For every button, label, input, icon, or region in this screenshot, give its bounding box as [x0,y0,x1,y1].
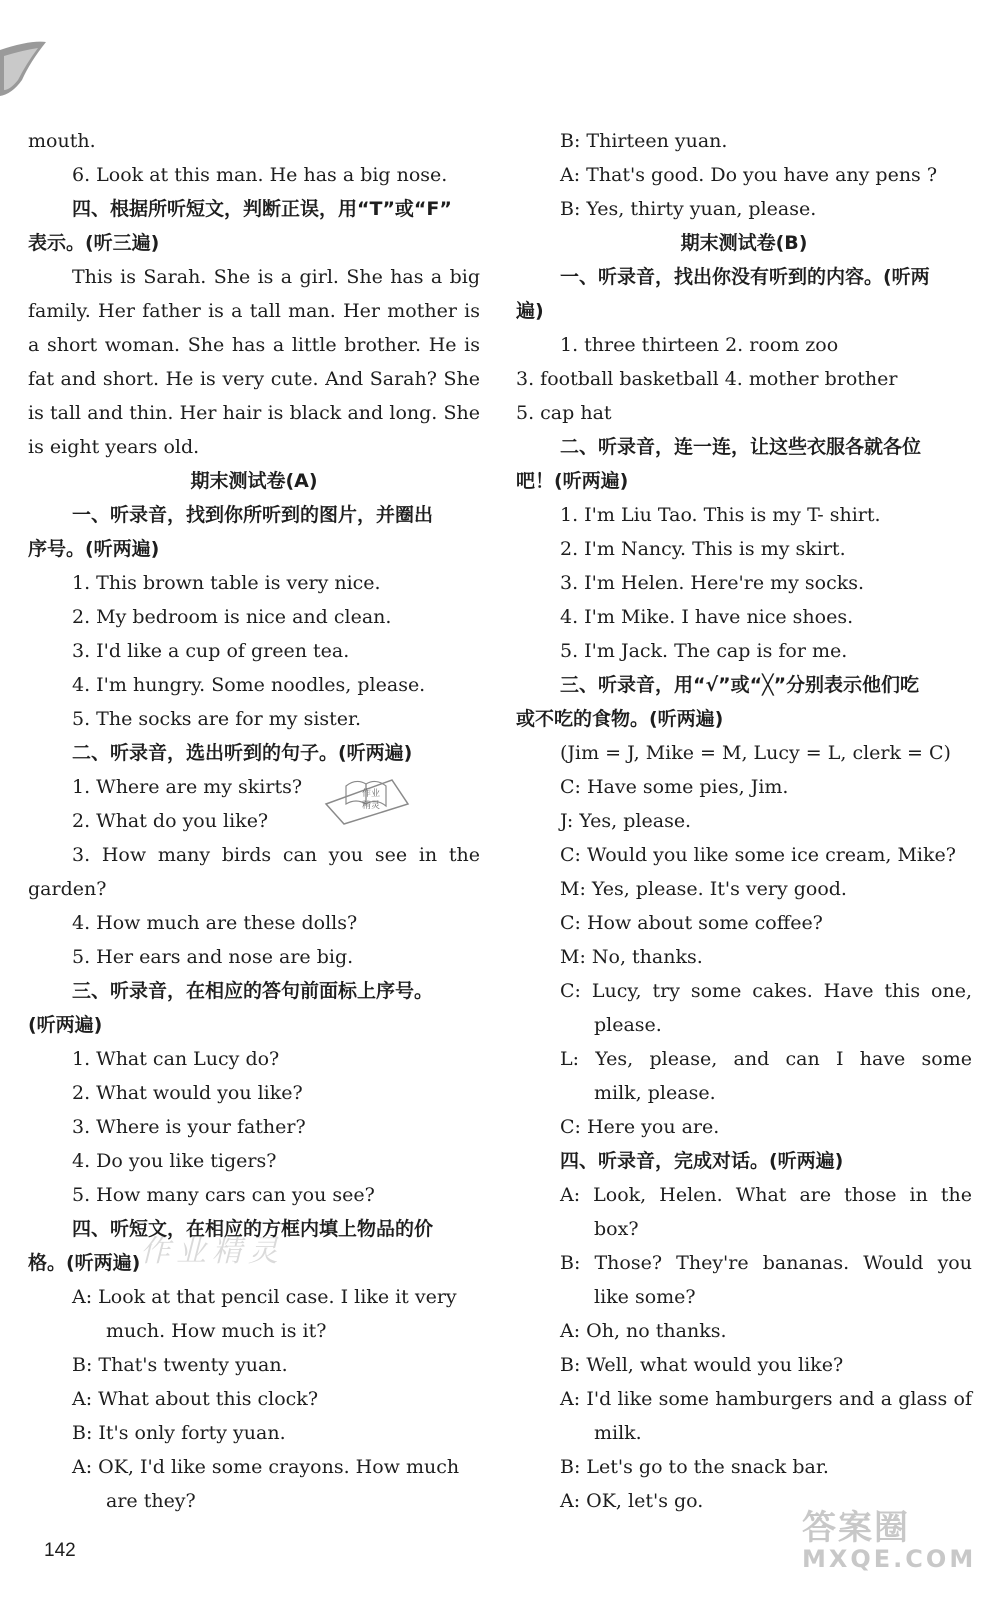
svg-text:作业: 作业 [362,789,381,799]
left-line: A: OK, I'd like some crayons. How much [72,1456,460,1478]
svg-text:精灵: 精灵 [362,801,381,811]
left-line: mouth. [28,130,96,152]
right-line: L: Yes, please, and can I have some [560,1048,972,1070]
right-line: 遍) [516,300,544,322]
left-line: 序号。(听两遍) [28,538,160,560]
right-line: 1. three thirteen 2. room zoo [560,334,839,356]
left-line: 表示。(听三遍) [28,232,160,254]
right-line: A: Look, Helen. What are those in the [560,1184,972,1206]
right-line: C: Have some pies, Jim. [560,776,789,798]
right-line: 3. I'm Helen. Here're my socks. [560,572,865,594]
right-line: 三、听录音，用“√”或“╳”分别表示他们吃 [560,674,920,696]
left-line: A: Look at that pencil case. I like it very [72,1286,457,1308]
left-line: 三、听录音，在相应的答句前面标上序号。 [72,980,434,1002]
right-line: milk. [594,1422,642,1444]
left-line: 1. Where are my skirts? [72,776,303,798]
left-line: 2. What would you like? [72,1082,303,1104]
left-line: 3. Where is your father? [72,1116,306,1138]
left-line: is tall and thin. Her hair is black and long. She [28,402,480,424]
stamp-logo-icon [322,774,412,826]
left-line: 3. How many birds can you see in the [72,844,480,866]
right-line: A: OK, let's go. [560,1490,704,1512]
corner-decoration-icon [0,40,46,98]
right-line: J: Yes, please. [560,810,692,832]
left-line: 一、听录音，找到你所听到的图片，并圈出 [72,504,434,526]
right-line: C: Lucy, try some cakes. Have this one, [560,980,972,1002]
right-line: B: Those? They're bananas. Would you [560,1252,972,1274]
right-line: B: Thirteen yuan. [560,130,728,152]
watermark-right-top: 答案圈 [802,1508,910,1548]
right-line: B: Well, what would you like? [560,1354,844,1376]
right-line: 二、听录音，连一连，让这些衣服各就各位 [560,436,922,458]
left-line: 6. Look at this man. He has a big nose. [72,164,448,186]
left-line: family. Her father is a tall man. Her mother is [28,300,480,322]
left-line: fat and short. He is very cute. And Sarah? She [28,368,480,390]
right-line: please. [594,1014,662,1036]
right-line: 期末测试卷(B) [680,232,808,254]
left-line: 格。(听两遍) [28,1252,141,1274]
left-line: a short woman. She has a little brother. He is [28,334,480,356]
right-line: 3. football basketball 4. mother brother [516,368,898,390]
left-line: 四、根据所听短文，判断正误，用“T”或“F” [72,198,452,220]
left-line: This is Sarah. She is a girl. She has a big [72,266,480,288]
left-line: B: That's twenty yuan. [72,1354,288,1376]
right-column [516,124,972,1518]
left-line: A: What about this clock? [72,1388,319,1410]
right-line: box? [594,1218,639,1240]
right-line: B: Let's go to the snack bar. [560,1456,829,1478]
right-line: like some? [594,1286,696,1308]
right-line: 一、听录音，找出你没有听到的内容。(听两 [560,266,930,288]
right-line: 四、听录音，完成对话。(听两遍) [560,1150,844,1172]
right-line: B: Yes, thirty yuan, please. [560,198,817,220]
left-line: 3. I'd like a cup of green tea. [72,640,350,662]
right-line: C: Here you are. [560,1116,720,1138]
left-line: are they? [106,1490,196,1512]
left-line: 4. Do you like tigers? [72,1150,277,1172]
right-line: 1. I'm Liu Tao. This is my T- shirt. [560,504,881,526]
left-line: 4. How much are these dolls? [72,912,358,934]
left-line: 1. What can Lucy do? [72,1048,280,1070]
left-line: 四、听短文，在相应的方框内填上物品的价 [72,1218,434,1240]
left-line: much. How much is it? [106,1320,327,1342]
left-line: 4. I'm hungry. Some noodles, please. [72,674,426,696]
left-line: 5. Her ears and nose are big. [72,946,354,968]
right-line: C: Would you like some ice cream, Mike? [560,844,956,866]
left-column [28,124,480,1518]
right-line: M: No, thanks. [560,946,703,968]
watermark-right [802,1500,976,1573]
right-line: A: I'd like some hamburgers and a glass of [560,1388,972,1410]
left-line: 1. This brown table is very nice. [72,572,381,594]
left-line: 2. What do you like? [72,810,269,832]
right-line: 或不吃的食物。(听两遍) [516,708,724,730]
left-line: 期末测试卷(A) [190,470,318,492]
right-line: 2. I'm Nancy. This is my skirt. [560,538,846,560]
page-number: 142 [44,1540,76,1561]
right-line: milk, please. [594,1082,716,1104]
right-line: C: How about some coffee? [560,912,823,934]
left-line: (听两遍) [28,1014,103,1036]
right-line: 5. I'm Jack. The cap is for me. [560,640,848,662]
right-line: M: Yes, please. It's very good. [560,878,847,900]
right-line: 5. cap hat [516,402,612,424]
watermark-right-bottom: MXQE.COM [802,1545,977,1573]
left-line: 5. The socks are for my sister. [72,708,362,730]
left-line: 5. How many cars can you see? [72,1184,375,1206]
right-line: A: Oh, no thanks. [560,1320,727,1342]
left-line: garden? [28,878,107,900]
right-line: (Jim = J, Mike = M, Lucy = L, clerk = C) [560,742,951,764]
left-line: is eight years old. [28,436,200,458]
watermark-left: 作业精灵 [140,1234,284,1269]
right-line: 4. I'm Mike. I have nice shoes. [560,606,854,628]
left-line: 二、听录音，选出听到的句子。(听两遍) [72,742,413,764]
left-line: 2. My bedroom is nice and clean. [72,606,392,628]
right-line: 吧！(听两遍) [516,470,629,492]
left-line: B: It's only forty yuan. [72,1422,286,1444]
right-line: A: That's good. Do you have any pens ? [560,164,938,186]
